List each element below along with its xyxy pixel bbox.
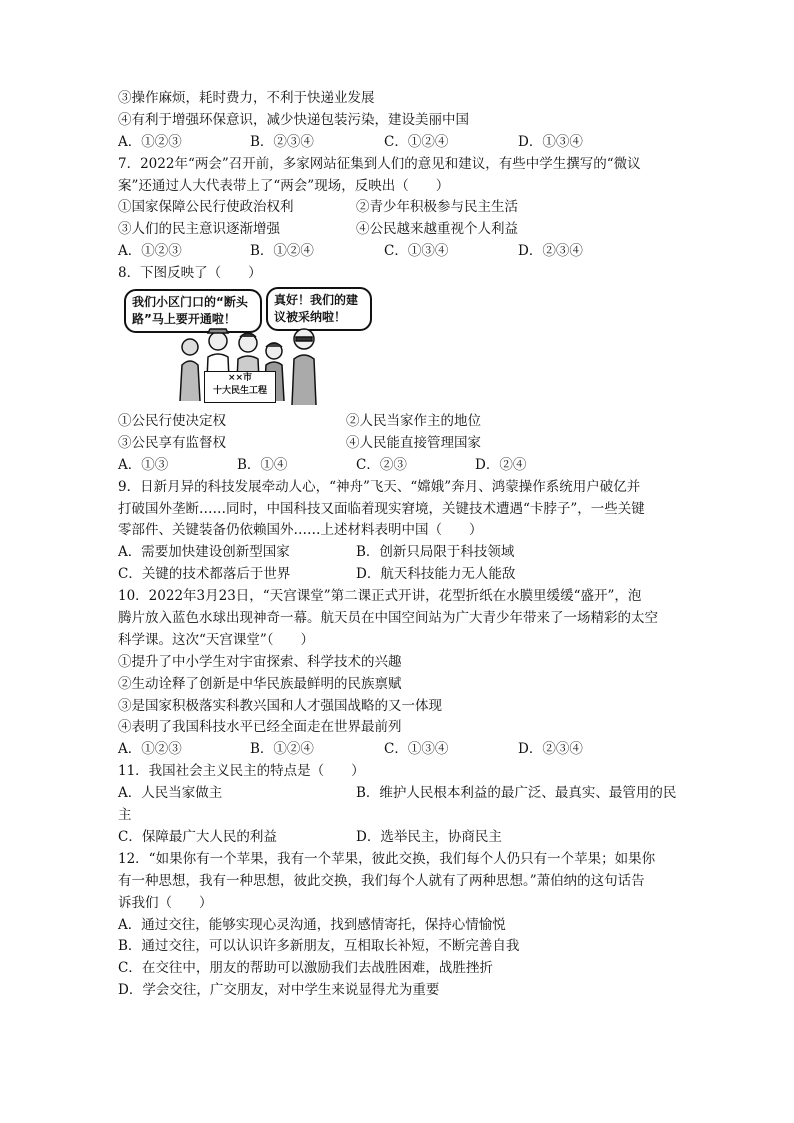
q8-cartoon-figure (124, 287, 374, 409)
q7-item-2: ②青少年积极参与民主生活 (356, 199, 518, 216)
q6-item-4: ④有利于增强环保意识，减少快递包装污染，建设美丽中国 (118, 111, 469, 128)
speech-bubble-right: 真好！我们的建议被采纳啦！ (266, 287, 372, 331)
option-c: C．保障最广大人民的利益 (118, 828, 277, 845)
q12-stem-line2: 有一种思想，我有一种思想，彼此交换，我们每个人就有了两种思想。”萧伯纳的这句话告 (118, 872, 645, 889)
q8-items-row1 (118, 411, 678, 433)
exam-page (118, 88, 678, 1002)
q8-stem: 8．下图反映了（ ） (118, 265, 262, 282)
option-a: A．通过交往，能够实现心灵沟通，找到感情寄托，保持心情愉悦 (118, 916, 506, 933)
q11-options-row1 (118, 783, 678, 805)
q7-options (118, 241, 678, 263)
option-a: A．人民当家做主 (118, 785, 223, 802)
q12-stem-line1: 12．“如果你有一个苹果，我有一个苹果，彼此交换，我们每个人仍只有一个苹果；如果你 (118, 850, 656, 867)
option-d: D．②③④ (518, 243, 583, 260)
q7-stem-line2: 案”还通过人大代表带上了“两会”现场，反映出（ ） (118, 177, 450, 194)
option-d: D．航天科技能力无人能敌 (356, 566, 516, 583)
option-a: A．①②③ (118, 133, 182, 150)
option-a: A．①②③ (118, 243, 182, 260)
option-d: D．②④ (475, 456, 527, 473)
q6-options (118, 132, 678, 154)
q10-stem-line3: 科学课。这次“天宫课堂”（ ） (118, 631, 315, 648)
q7-items-row1 (118, 197, 678, 219)
option-a: A．需要加快建设创新型国家 (118, 544, 290, 561)
sign-line1: ××市 (227, 373, 253, 384)
q7-stem-line1: 7．2022年“两会”召开前，多家网站征集到人们的意见和建议，有些中学生撰写的“微议 (118, 155, 641, 172)
option-c: C．①②④ (384, 133, 449, 150)
q8-item-3: ③公民享有监督权 (118, 434, 226, 451)
q9-stem-line2: 打破国外垄断……同时，中国科技又面临着现实窘境，关键技术遭遇“卡脖子”，一些关键 (118, 500, 645, 517)
q9-stem-line1: 9．日新月异的科技发展牵动人心，“神舟”飞天、“嫦娥”奔月、鸿蒙操作系统用户破亿并 (118, 478, 641, 495)
q10-stem-line1: 10．2022年3月23日，“天宫课堂”第二课正式开讲，花型折纸在水膜里缓缓“盛开”，泡 (118, 588, 642, 605)
option-a: A．①③ (118, 456, 169, 473)
q9-options-row1 (118, 542, 678, 564)
q8-options (118, 455, 678, 477)
q10-item-3: ③是国家积极落实科教兴国和人才强国战略的又一体现 (118, 697, 442, 714)
q8-item-1: ①公民行使决定权 (118, 413, 226, 430)
q7-items-row2 (118, 219, 678, 241)
q8-items-row2 (118, 433, 678, 455)
q10-item-2: ②生动诠释了创新是中华民族最鲜明的民族禀赋 (118, 675, 402, 692)
q11-option-b-cont: 主 (118, 807, 132, 824)
q10-options (118, 739, 678, 761)
option-b: B．通过交往，可以认识许多新朋友，互相取长补短，不断完善自我 (118, 938, 520, 955)
q7-item-3: ③人们的民主意识逐渐增强 (118, 221, 280, 238)
option-d: D．②③④ (518, 741, 583, 758)
q11-options-row2 (118, 827, 678, 849)
q10-item-1: ①提升了中小学生对宇宙探索、科学技术的兴趣 (118, 653, 402, 670)
q10-item-4: ④表明了我国科技水平已经全面走在世界最前列 (118, 719, 402, 736)
q12-stem-line3: 诉我们（ ） (118, 894, 213, 911)
option-b: B．①②④ (250, 741, 314, 758)
q9-stem-line3: 零部件、关键装备仍依赖国外……上述材料表明中国（ ） (118, 522, 483, 539)
option-b: B．维护人民根本利益的最广泛、最真实、最管用的民 (356, 785, 677, 802)
option-d: D．学会交往，广交朋友，对中学生来说显得尤为重要 (118, 982, 440, 999)
option-c: C．①③④ (384, 243, 449, 260)
option-d: D．①③④ (518, 133, 583, 150)
q8-item-2: ②人民当家作主的地位 (346, 413, 481, 430)
option-b: B．①②④ (250, 243, 314, 260)
option-d: D．选举民主，协商民主 (356, 828, 502, 845)
speech-bubble-left: 我们小区门口的“断头路”马上要开通啦！ (124, 289, 262, 333)
option-c: C．②③ (356, 456, 407, 473)
project-sign (204, 371, 276, 403)
q11-stem: 11．我国社会主义民主的特点是（ ） (118, 763, 365, 780)
q8-item-4: ④人民能直接管理国家 (346, 434, 481, 451)
q6-item-3: ③操作麻烦，耗时费力，不利于快递业发展 (118, 90, 375, 106)
q9-options-row2 (118, 564, 678, 586)
option-c: C．①③④ (384, 741, 449, 758)
option-b: B．①④ (237, 456, 288, 473)
option-b: B．②③④ (250, 133, 314, 150)
q7-item-4: ④公民越来越重视个人利益 (356, 221, 518, 238)
option-a: A．①②③ (118, 741, 182, 758)
q10-stem-line2: 腾片放入蓝色水球出现神奇一幕。航天员在中国空间站为广大青少年带来了一场精彩的太空 (118, 610, 658, 627)
option-b: B．创新只局限于科技领域 (356, 544, 515, 561)
option-c: C．关键的技术都落后于世界 (118, 566, 291, 583)
sign-line2: 十大民生工程 (212, 386, 267, 397)
q7-item-1: ①国家保障公民行使政治权利 (118, 199, 294, 216)
option-c: C．在交往中，朋友的帮助可以激励我们去战胜困难，战胜挫折 (118, 960, 493, 977)
